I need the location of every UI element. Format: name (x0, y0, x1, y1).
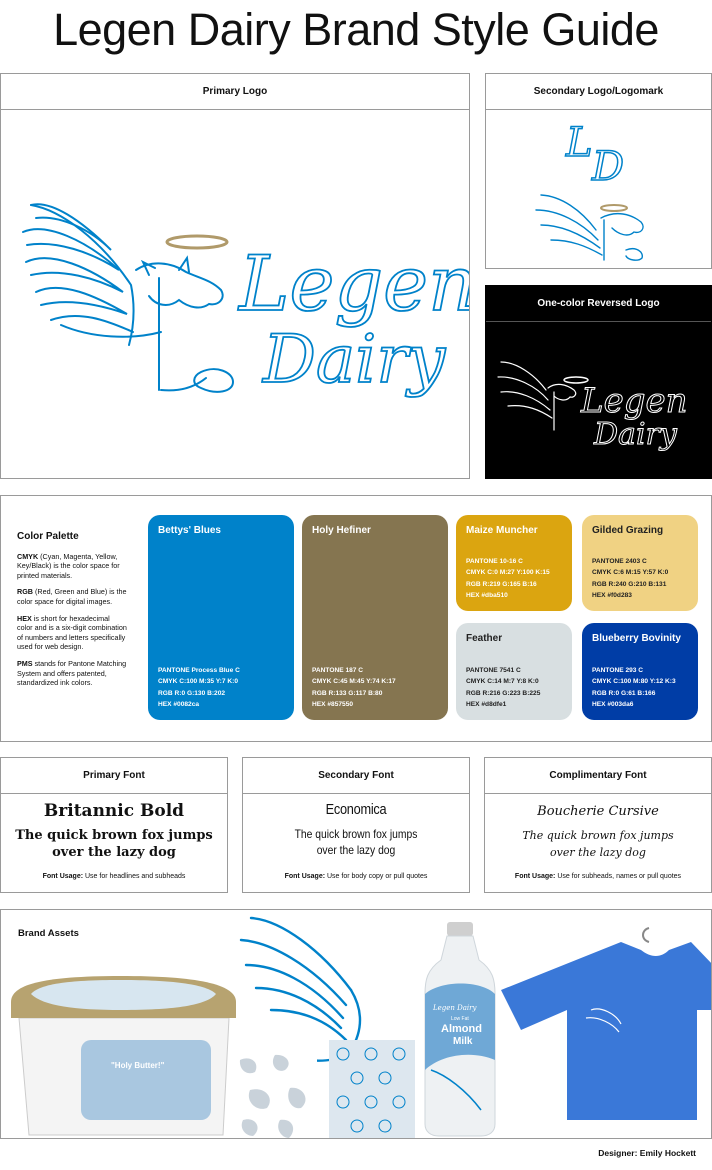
tub-label: "Holy Butter!" (111, 1061, 165, 1070)
angel-cow-icon (23, 204, 233, 392)
butter-tub-mockup (11, 976, 236, 1135)
brand-assets-label: Brand Assets (18, 928, 79, 939)
pms-note: PMS stands for Pantone Matching System and offers patented, standardized ink colors. (17, 658, 127, 688)
color-palette-heading: Color Palette (17, 531, 79, 542)
cow-print-tile (235, 1050, 317, 1139)
swatch-bettys-blues: Bettys' Blues PANTONE Process Blue C CMYK C:100 M:35 Y:7 K:0 RGB R:0 G:130 B:202 HEX #0082ca (148, 515, 294, 720)
page-title: Legen Dairy Brand Style Guide (53, 4, 659, 55)
primary-font-panel (0, 757, 228, 893)
primary-logo (1, 110, 469, 478)
secondary-font-label: Secondary Font (243, 758, 469, 794)
complimentary-font-panel (484, 757, 712, 893)
reversed-logo-label: One-color Reversed Logo (486, 286, 711, 322)
complimentary-font-usage: Font Usage: Use for subheads, names or pull quotes (514, 873, 682, 880)
reversed-angel-icon (498, 362, 576, 430)
monogram-d: D (592, 144, 625, 190)
secondary-logo-panel (485, 73, 712, 269)
bottle-milk-text: Milk (453, 1036, 473, 1047)
swatch-maize-muncher: Maize Muncher PANTONE 10-16 C CMYK C:0 M:27 Y:100 K:15 RGB R:219 G:165 B:16 HEX #dba510 (456, 515, 572, 611)
secondary-font-name: Economica (325, 801, 387, 818)
brand-assets-panel (0, 909, 712, 1139)
reversed-logo (486, 322, 711, 478)
swatch-gilded-grazing: Gilded Grazing PANTONE 2403 C CMYK C:6 M:15 Y:57 K:0 RGB R:240 G:210 B:131 HEX #f0d283 (582, 515, 698, 611)
bottle-tag-text: Low Fat (451, 1016, 469, 1022)
brand-assets-mockups (1, 910, 712, 1139)
logomark-halo-icon (601, 205, 627, 211)
bottle-almond-text: Almond (441, 1023, 482, 1035)
logomark (486, 110, 711, 268)
logo-pattern-tile (329, 1040, 415, 1139)
complimentary-font-label: Complimentary Font (485, 758, 711, 794)
milk-bottle-mockup (425, 922, 495, 1136)
secondary-font-sample: The quick brown fox jumps over the lazy dog (294, 827, 418, 857)
primary-wordmark-dairy: Dairy (263, 321, 446, 398)
bottle-small-text: Legen Dairy (433, 1004, 477, 1012)
swatch-blueberry-bovinity: Blueberry Bovinity PANTONE 293 C CMYK C:100 M:80 Y:12 K:3 RGB R:0 G:61 B:166 HEX #003da6 (582, 623, 698, 720)
cmyk-note: CMYK (Cyan, Magenta, Yellow, Key/Black) is the color space for printed materials. (17, 551, 120, 580)
color-palette-info (17, 532, 127, 695)
rgb-note: RGB (Red, Green and Blue) is the color space for digital images. (17, 587, 127, 606)
complimentary-font-name: Boucherie Cursive (537, 804, 659, 819)
secondary-font-panel (242, 757, 470, 893)
primary-font-usage: Font Usage: Use for headlines and subheads (42, 873, 186, 880)
swatch-holy-hefiner: Holy Hefiner PANTONE 187 C CMYK C:45 M:45 Y:74 K:17 RGB R:133 G:117 B:80 HEX #857550 (302, 515, 448, 720)
secondary-logo-label: Secondary Logo/Logomark (486, 74, 711, 110)
reversed-wordmark-legen: Legen (581, 381, 688, 421)
halo-icon (167, 236, 227, 248)
primary-logo-label: Primary Logo (1, 74, 469, 110)
hex-note: HEX is short for hexadecimal color and is a six-digit combination of numbers and letters specifically used for web design. (17, 613, 127, 652)
monogram-l: L (566, 120, 593, 166)
tshirt-mockup (501, 928, 712, 1120)
primary-font-name: Britannic Bold (43, 801, 185, 821)
large-wing-icon (241, 918, 360, 1061)
reversed-wordmark-dairy: Dairy (594, 417, 677, 452)
primary-logo-panel (0, 73, 470, 479)
primary-font-label: Primary Font (1, 758, 227, 794)
logomark-angel-icon (536, 195, 643, 260)
reversed-logo-panel (485, 285, 712, 479)
swatch-feather: Feather PANTONE 7541 C CMYK C:14 M:7 Y:8 K:0 RGB R:216 G:223 B:225 HEX #d8dfe1 (456, 623, 572, 720)
secondary-font-usage: Font Usage: Use for body copy or pull quotes (284, 873, 428, 880)
primary-font-sample: The quick brown fox jumps over the lazy dog (15, 828, 213, 860)
designer-credit: Designer: Emily Hockett (598, 1148, 696, 1158)
complimentary-font-sample: The quick brown fox jumps over the lazy dog (522, 829, 674, 859)
primary-wordmark-legen: Legen (239, 239, 469, 328)
